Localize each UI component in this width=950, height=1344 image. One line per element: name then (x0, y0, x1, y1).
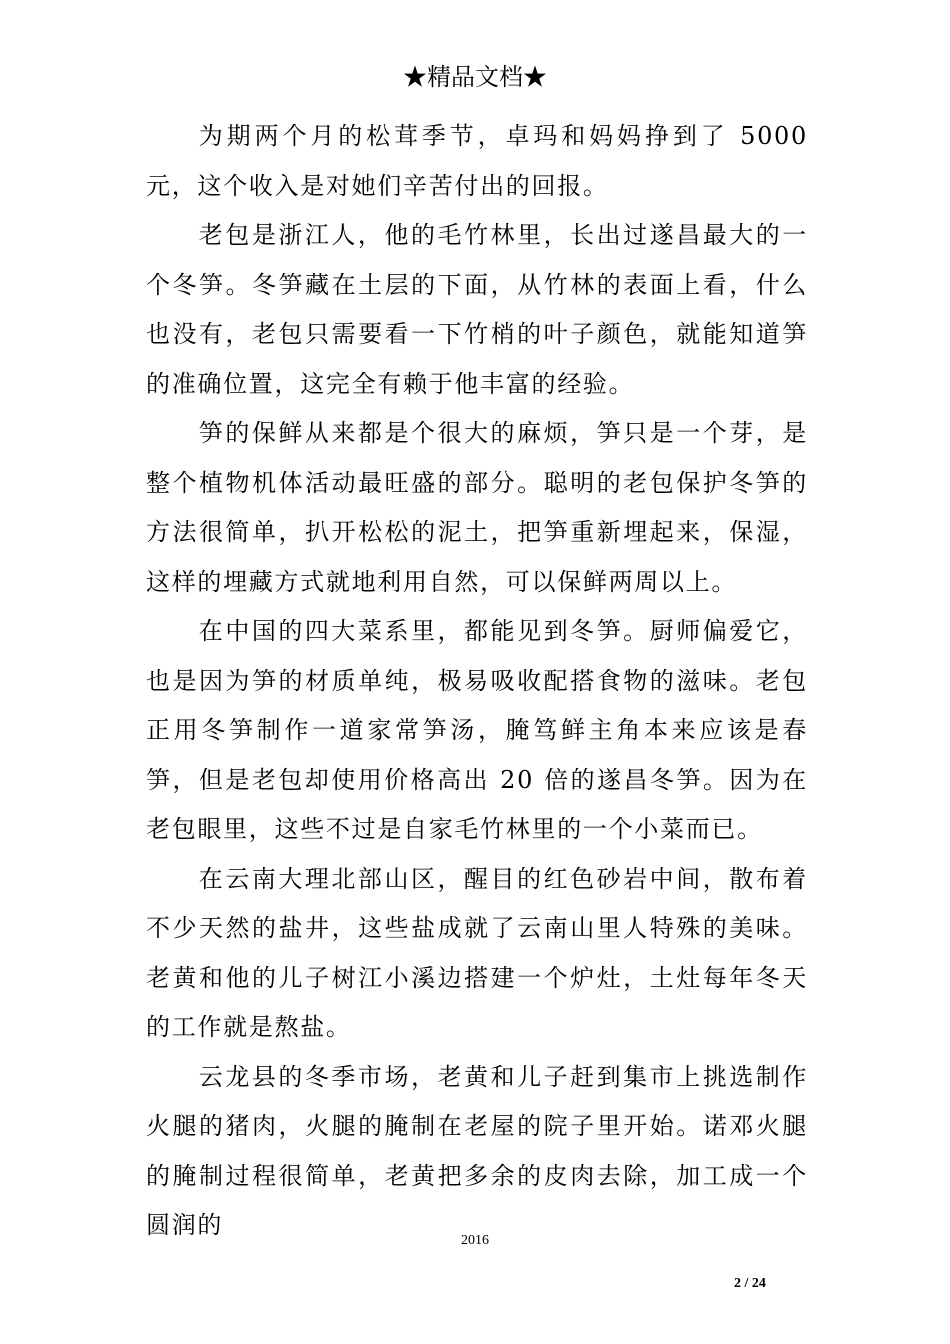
page-number (734, 1275, 766, 1293)
paragraph: 为期两个月的松茸季节，卓玛和妈妈挣到了 5000 元，这个收入是对她们辛苦付出的回报。 (146, 122, 808, 200)
page-total: 24 (751, 1276, 766, 1291)
paragraph: 老包是浙江人，他的毛竹林里，长出过遂昌最大的一个冬笋。冬笋藏在土层的下面，从竹林的表面上看，什么也没有，老包只需要看一下竹梢的叶子颜色，就能知道笋的准确位置，这完全有赖于他丰富的经验。 (146, 221, 808, 398)
paragraph: 在云南大理北部山区，醒目的红色砂岩中间，散布着不少天然的盐井，这些盐成就了云南山里人特殊的美味。老黄和他的儿子树江小溪边搭建一个炉灶，土灶每年冬天的工作就是熬盐。 (146, 864, 808, 1041)
document-body (146, 112, 808, 1251)
footer-year: 2016 (461, 1233, 489, 1248)
page-header-title: ★精品文档★ (403, 63, 547, 91)
paragraph: 云龙县的冬季市场，老黄和儿子赶到集市上挑选制作火腿的猪肉，火腿的腌制在老屋的院子里开始。诺邓火腿的腌制过程很简单，老黄把多余的皮肉去除，加工成一个圆润的 (146, 1062, 808, 1239)
page-separator: / (741, 1276, 752, 1291)
paragraph: 在中国的四大菜系里，都能见到冬笋。厨师偏爱它，也是因为笋的材质单纯，极易吸收配搭食物的滋味。老包正用冬笋制作一道家常笋汤，腌笃鲜主角本来应该是春笋，但是老包却使用价格高出 20 倍的遂昌冬笋。因为在老包眼里，这些不过是自家毛竹林里的一个小菜而已。 (146, 617, 808, 843)
paragraph: 笋的保鲜从来都是个很大的麻烦，笋只是一个芽，是整个植物机体活动最旺盛的部分。聪明的老包保护冬笋的方法很简单，扒开松松的泥土，把笋重新埋起来，保湿，这样的埋藏方式就地利用自然，可以保鲜两周以上。 (146, 419, 808, 596)
page-current: 2 (734, 1276, 741, 1291)
